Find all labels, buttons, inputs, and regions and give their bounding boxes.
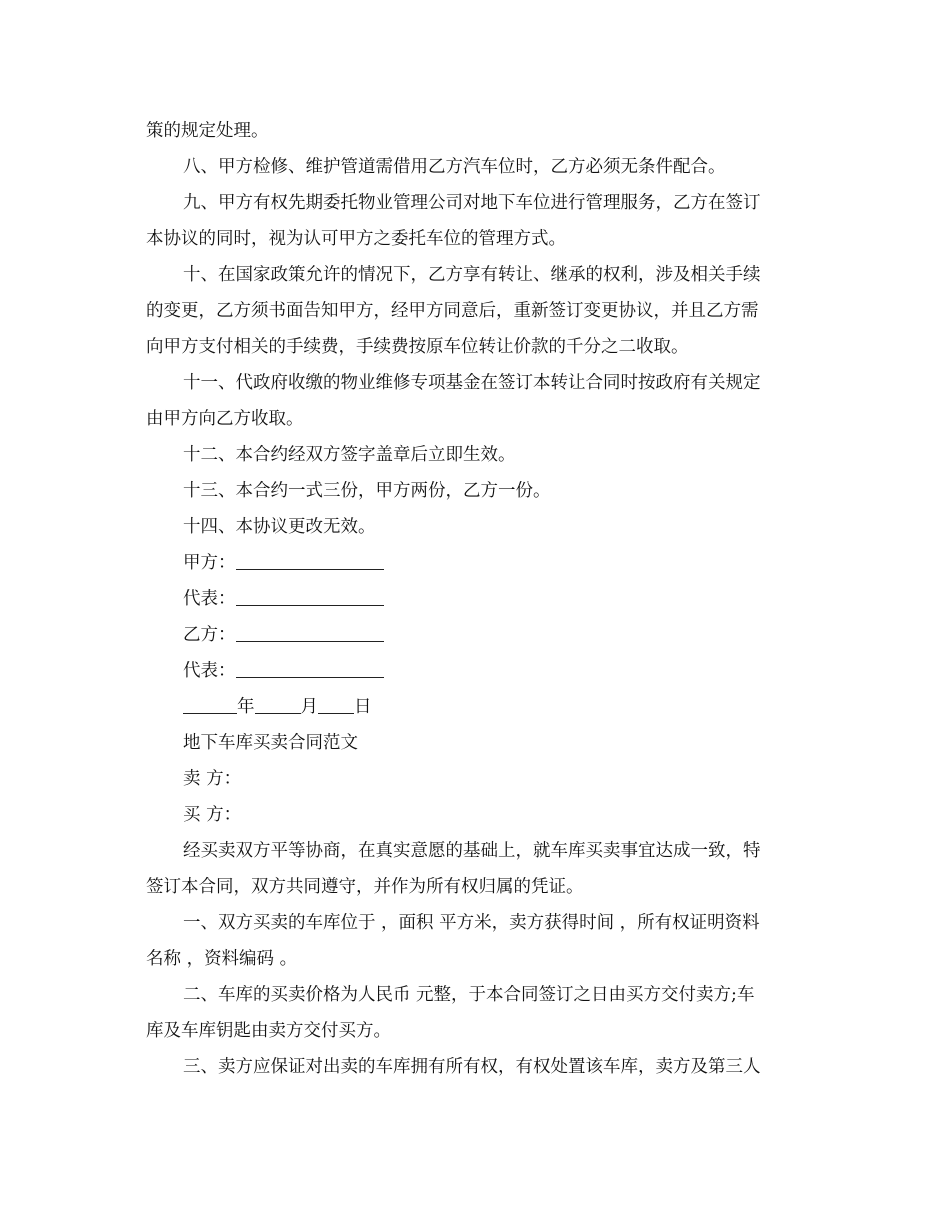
signature-blank[interactable] [236,547,384,570]
signature-label: 代表： [183,589,236,609]
signature-blank[interactable] [236,583,384,606]
signature-rep-a [146,581,800,617]
year-label: 年 [237,697,255,717]
year-blank[interactable] [183,691,237,714]
clause-11: 十一、代政府收缴的物业维修专项基金在签订本转让合同时按政府有关规定 [183,373,761,393]
clause-13: 十三、本合约一式三份，甲方两份，乙方一份。 [183,481,551,501]
paragraph-line: 名称 ，资料编码 。 [146,949,298,969]
clause-12: 十二、本合约经双方签字盖章后立即生效。 [183,445,516,465]
contract-title: 地下车库买卖合同范文 [183,733,358,753]
clause-8: 八、甲方检修、维护管道需借用乙方汽车位时，乙方必须无条件配合。 [183,157,726,177]
seller-label: 卖 方： [183,769,242,789]
day-label: 日 [354,697,372,717]
signature-rep-b [146,653,800,689]
paragraph-line: 签订本合同，双方共同遵守，并作为所有权归属的凭证。 [146,877,584,897]
date-row [146,689,800,725]
article-2: 二、车库的买卖价格为人民币 元整，于本合同签订之日由买方交付卖方;车 [183,985,755,1005]
clause-9: 九、甲方有权先期委托物业管理公司对地下车位进行管理服务，乙方在签订 [183,193,761,213]
preamble: 经买卖双方平等协商，在真实意愿的基础上，就车库买卖事宜达成一致，特 [183,841,761,861]
paragraph-line: 由甲方向乙方收取。 [146,409,304,429]
paragraph-line: 向甲方支付相关的手续费，手续费按原车位转让价款的千分之二收取。 [146,337,689,357]
clause-14: 十四、本协议更改无效。 [183,517,376,537]
paragraph-line: 库及车库钥匙由卖方交付买方。 [146,1021,391,1041]
clause-10: 十、在国家政策允许的情况下，乙方享有转让、继承的权利，涉及相关手续 [183,265,761,285]
article-1: 一、双方买卖的车库位于 ，面积 平方米，卖方获得时间 ，所有权证明资料 [183,913,760,933]
buyer-label: 买 方： [183,805,242,825]
paragraph-line: 的变更，乙方须书面告知甲方，经甲方同意后，重新签订变更协议，并且乙方需 [146,301,759,321]
signature-party-a [146,545,800,581]
signature-blank[interactable] [236,619,384,642]
month-label: 月 [300,697,318,717]
signature-label: 甲方： [183,553,236,573]
article-3: 三、卖方应保证对出卖的车库拥有所有权，有权处置该车库，卖方及第三人 [183,1057,761,1077]
day-blank[interactable] [318,691,354,714]
paragraph-line: 策的规定处理。 [146,121,269,141]
signature-label: 乙方： [183,625,236,645]
signature-blank[interactable] [236,655,384,678]
signature-party-b [146,617,800,653]
document-page [146,113,800,1085]
paragraph-line: 本协议的同时，视为认可甲方之委托车位的管理方式。 [146,229,566,249]
signature-label: 代表： [183,661,236,681]
month-blank[interactable] [255,691,301,714]
